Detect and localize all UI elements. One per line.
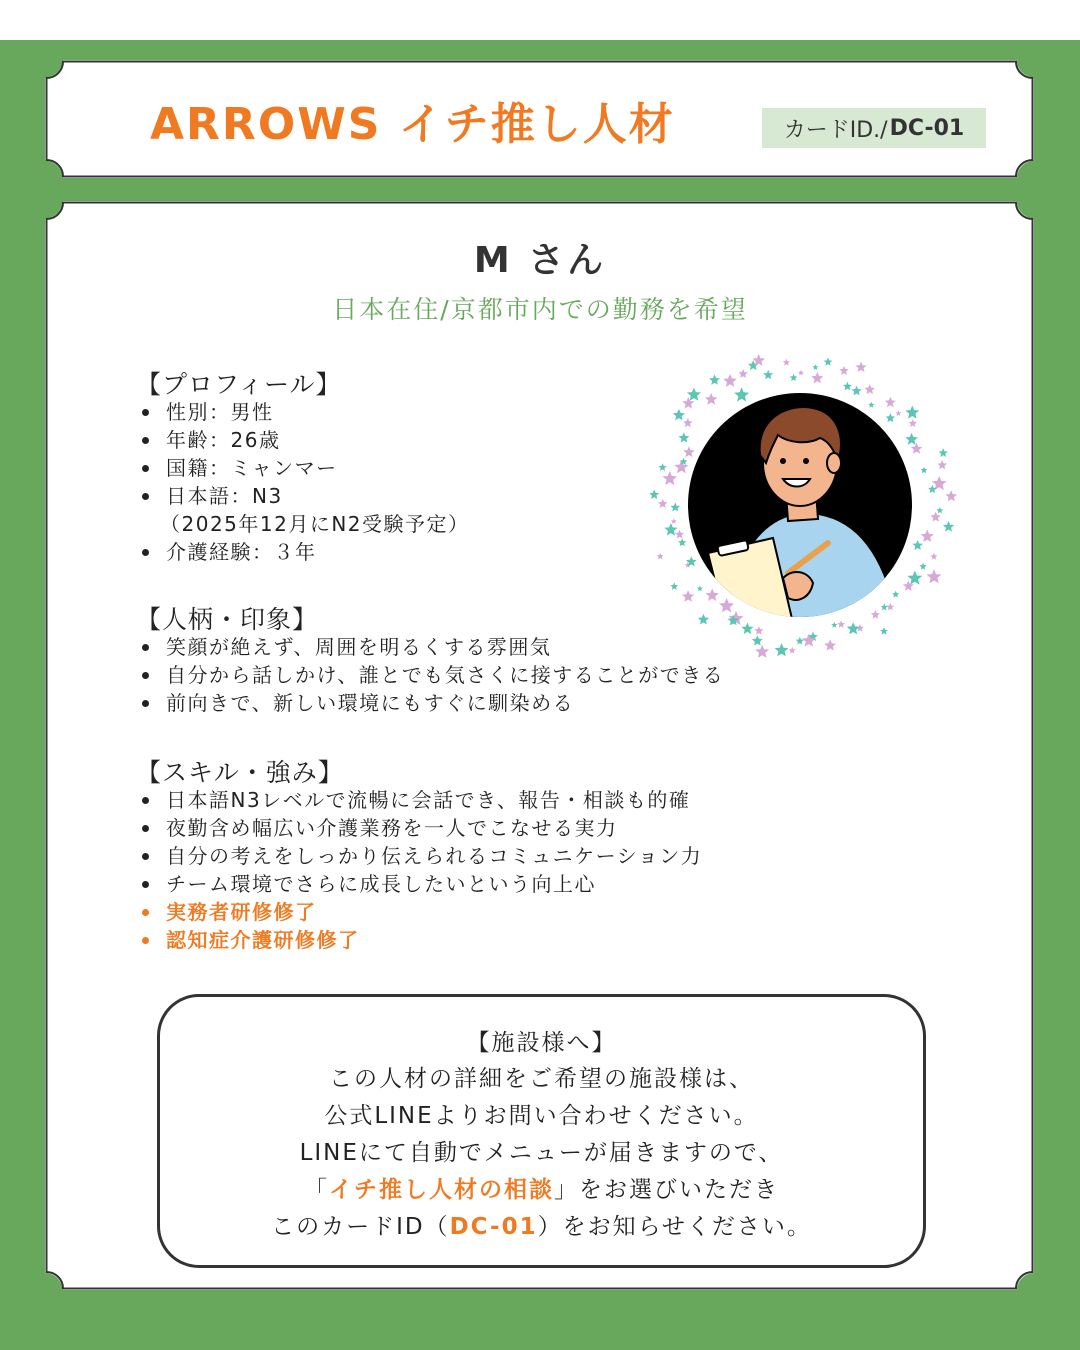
star-icon <box>921 467 928 474</box>
star-icon <box>752 635 763 645</box>
star-icon <box>936 507 943 514</box>
star-icon <box>798 370 804 376</box>
star-icon <box>674 460 688 473</box>
notice-line-4 <box>160 1172 923 1209</box>
facility-notice-box <box>157 994 926 1268</box>
candidate-subtitle: 日本在住/京都市内での勤務を希望 <box>332 295 748 324</box>
profile-item: 年齢：26歳 <box>140 426 338 454</box>
page-title: ARROWS イチ推し人材 <box>150 99 675 150</box>
star-icon <box>824 358 833 366</box>
star-icon <box>649 489 659 499</box>
skills-list <box>140 786 702 954</box>
star-icon <box>659 463 667 471</box>
notice-line-5-pre: このカードID（ <box>271 1214 450 1240</box>
star-icon <box>928 485 937 493</box>
star-icon <box>880 627 888 635</box>
candidate-name: M さん <box>473 240 607 281</box>
card-id-badge <box>762 108 986 148</box>
star-icon <box>912 540 923 550</box>
star-icon <box>671 518 677 524</box>
star-icon <box>658 499 668 508</box>
star-icon <box>678 538 686 546</box>
profile-item: 国籍：ミャンマー <box>140 454 338 482</box>
star-icon <box>930 512 941 522</box>
profile-list <box>140 398 338 510</box>
star-icon <box>673 409 685 420</box>
profile-item: 性別：男性 <box>140 398 338 426</box>
profile-heading: 【プロフィール】 <box>136 370 342 399</box>
star-icon <box>754 626 763 635</box>
star-icon <box>670 582 678 590</box>
notice-bracket-open: 「 <box>304 1177 329 1203</box>
profile-list-2 <box>140 538 317 566</box>
star-icon <box>723 374 737 387</box>
avatar <box>640 345 960 665</box>
star-icon <box>945 490 957 501</box>
skills-highlight-item: 認知症介護研修修了 <box>140 926 702 954</box>
skills-item: 自分の考えをしっかり伝えられるコミュニケーション力 <box>140 842 702 870</box>
skills-highlight-item: 実務者研修修了 <box>140 898 702 926</box>
star-icon <box>831 622 837 628</box>
star-icon <box>847 622 860 634</box>
notice-line-1: この人材の詳細をご希望の施設様は、 <box>329 1066 754 1092</box>
personality-item: 笑顔が絶えず、周囲を明るくする雰囲気 <box>140 633 724 661</box>
star-icon <box>675 530 684 539</box>
notice-line-4-rest: 」をお選びいただき <box>554 1177 779 1203</box>
star-icon <box>664 523 677 536</box>
star-icon <box>843 382 852 391</box>
person-with-clipboard-icon <box>688 393 912 617</box>
skills-heading: 【スキル・強み】 <box>136 758 344 787</box>
notice-line-5 <box>160 1209 923 1246</box>
star-icon <box>927 569 942 583</box>
notice-line-5-rest: ）をお知らせください。 <box>537 1214 812 1240</box>
star-icon <box>738 369 747 378</box>
star-icon <box>783 359 790 366</box>
star-icon <box>663 471 678 485</box>
star-icon <box>709 374 720 384</box>
star-icon <box>775 643 789 656</box>
star-icon <box>671 503 681 512</box>
star-icon <box>790 374 798 381</box>
personality-list <box>140 633 724 717</box>
star-icon <box>657 553 664 560</box>
skills-item: 夜勤含め幅広い介護業務を一人でこなせる実力 <box>140 814 702 842</box>
star-icon <box>856 362 867 373</box>
personality-item: 前向きで、新しい環境にもすぐに馴染める <box>140 689 724 717</box>
star-icon <box>839 366 848 375</box>
star-icon <box>837 620 845 628</box>
star-icon <box>755 645 769 658</box>
notice-card-id-highlight: DC-01 <box>449 1214 538 1240</box>
star-icon <box>812 364 818 370</box>
star-icon <box>939 448 948 457</box>
star-icon <box>937 460 947 469</box>
notice-line-2: 公式LINEよりお問い合わせください。 <box>324 1103 759 1129</box>
star-icon <box>789 647 796 654</box>
notice-consult-menu-highlight: イチ推し人材の相談 <box>329 1177 554 1203</box>
star-icon <box>824 639 836 650</box>
star-icon <box>930 553 937 560</box>
skills-item: チーム環境でさらに成長したいという向上心 <box>140 870 702 898</box>
notice-line-3: LINEにて自動でメニューが届きますので、 <box>299 1140 784 1166</box>
star-icon <box>763 370 773 380</box>
skills-item: 日本語N3レベルで流暢に会話でき、報告・相談も的確 <box>140 786 702 814</box>
profile-note: （2025年12月にN2受験予定） <box>160 512 470 536</box>
star-icon <box>943 521 954 532</box>
profile-item: 介護経験：３年 <box>140 538 317 566</box>
personality-heading: 【人柄・印象】 <box>136 605 319 634</box>
star-icon <box>911 443 923 454</box>
star-icon <box>921 530 934 542</box>
star-icon <box>919 563 926 570</box>
personality-item: 自分から話しかけ、誰とでも気さくに接することができる <box>140 661 724 689</box>
profile-item: 日本語：N3 <box>140 482 338 510</box>
card-id-label: カードID./ <box>783 117 888 143</box>
card-id-value: DC-01 <box>889 115 965 141</box>
star-icon <box>811 372 823 383</box>
star-icon <box>741 623 753 635</box>
star-icon <box>796 637 804 645</box>
notice-heading: 【施設様へ】 <box>466 1030 617 1056</box>
